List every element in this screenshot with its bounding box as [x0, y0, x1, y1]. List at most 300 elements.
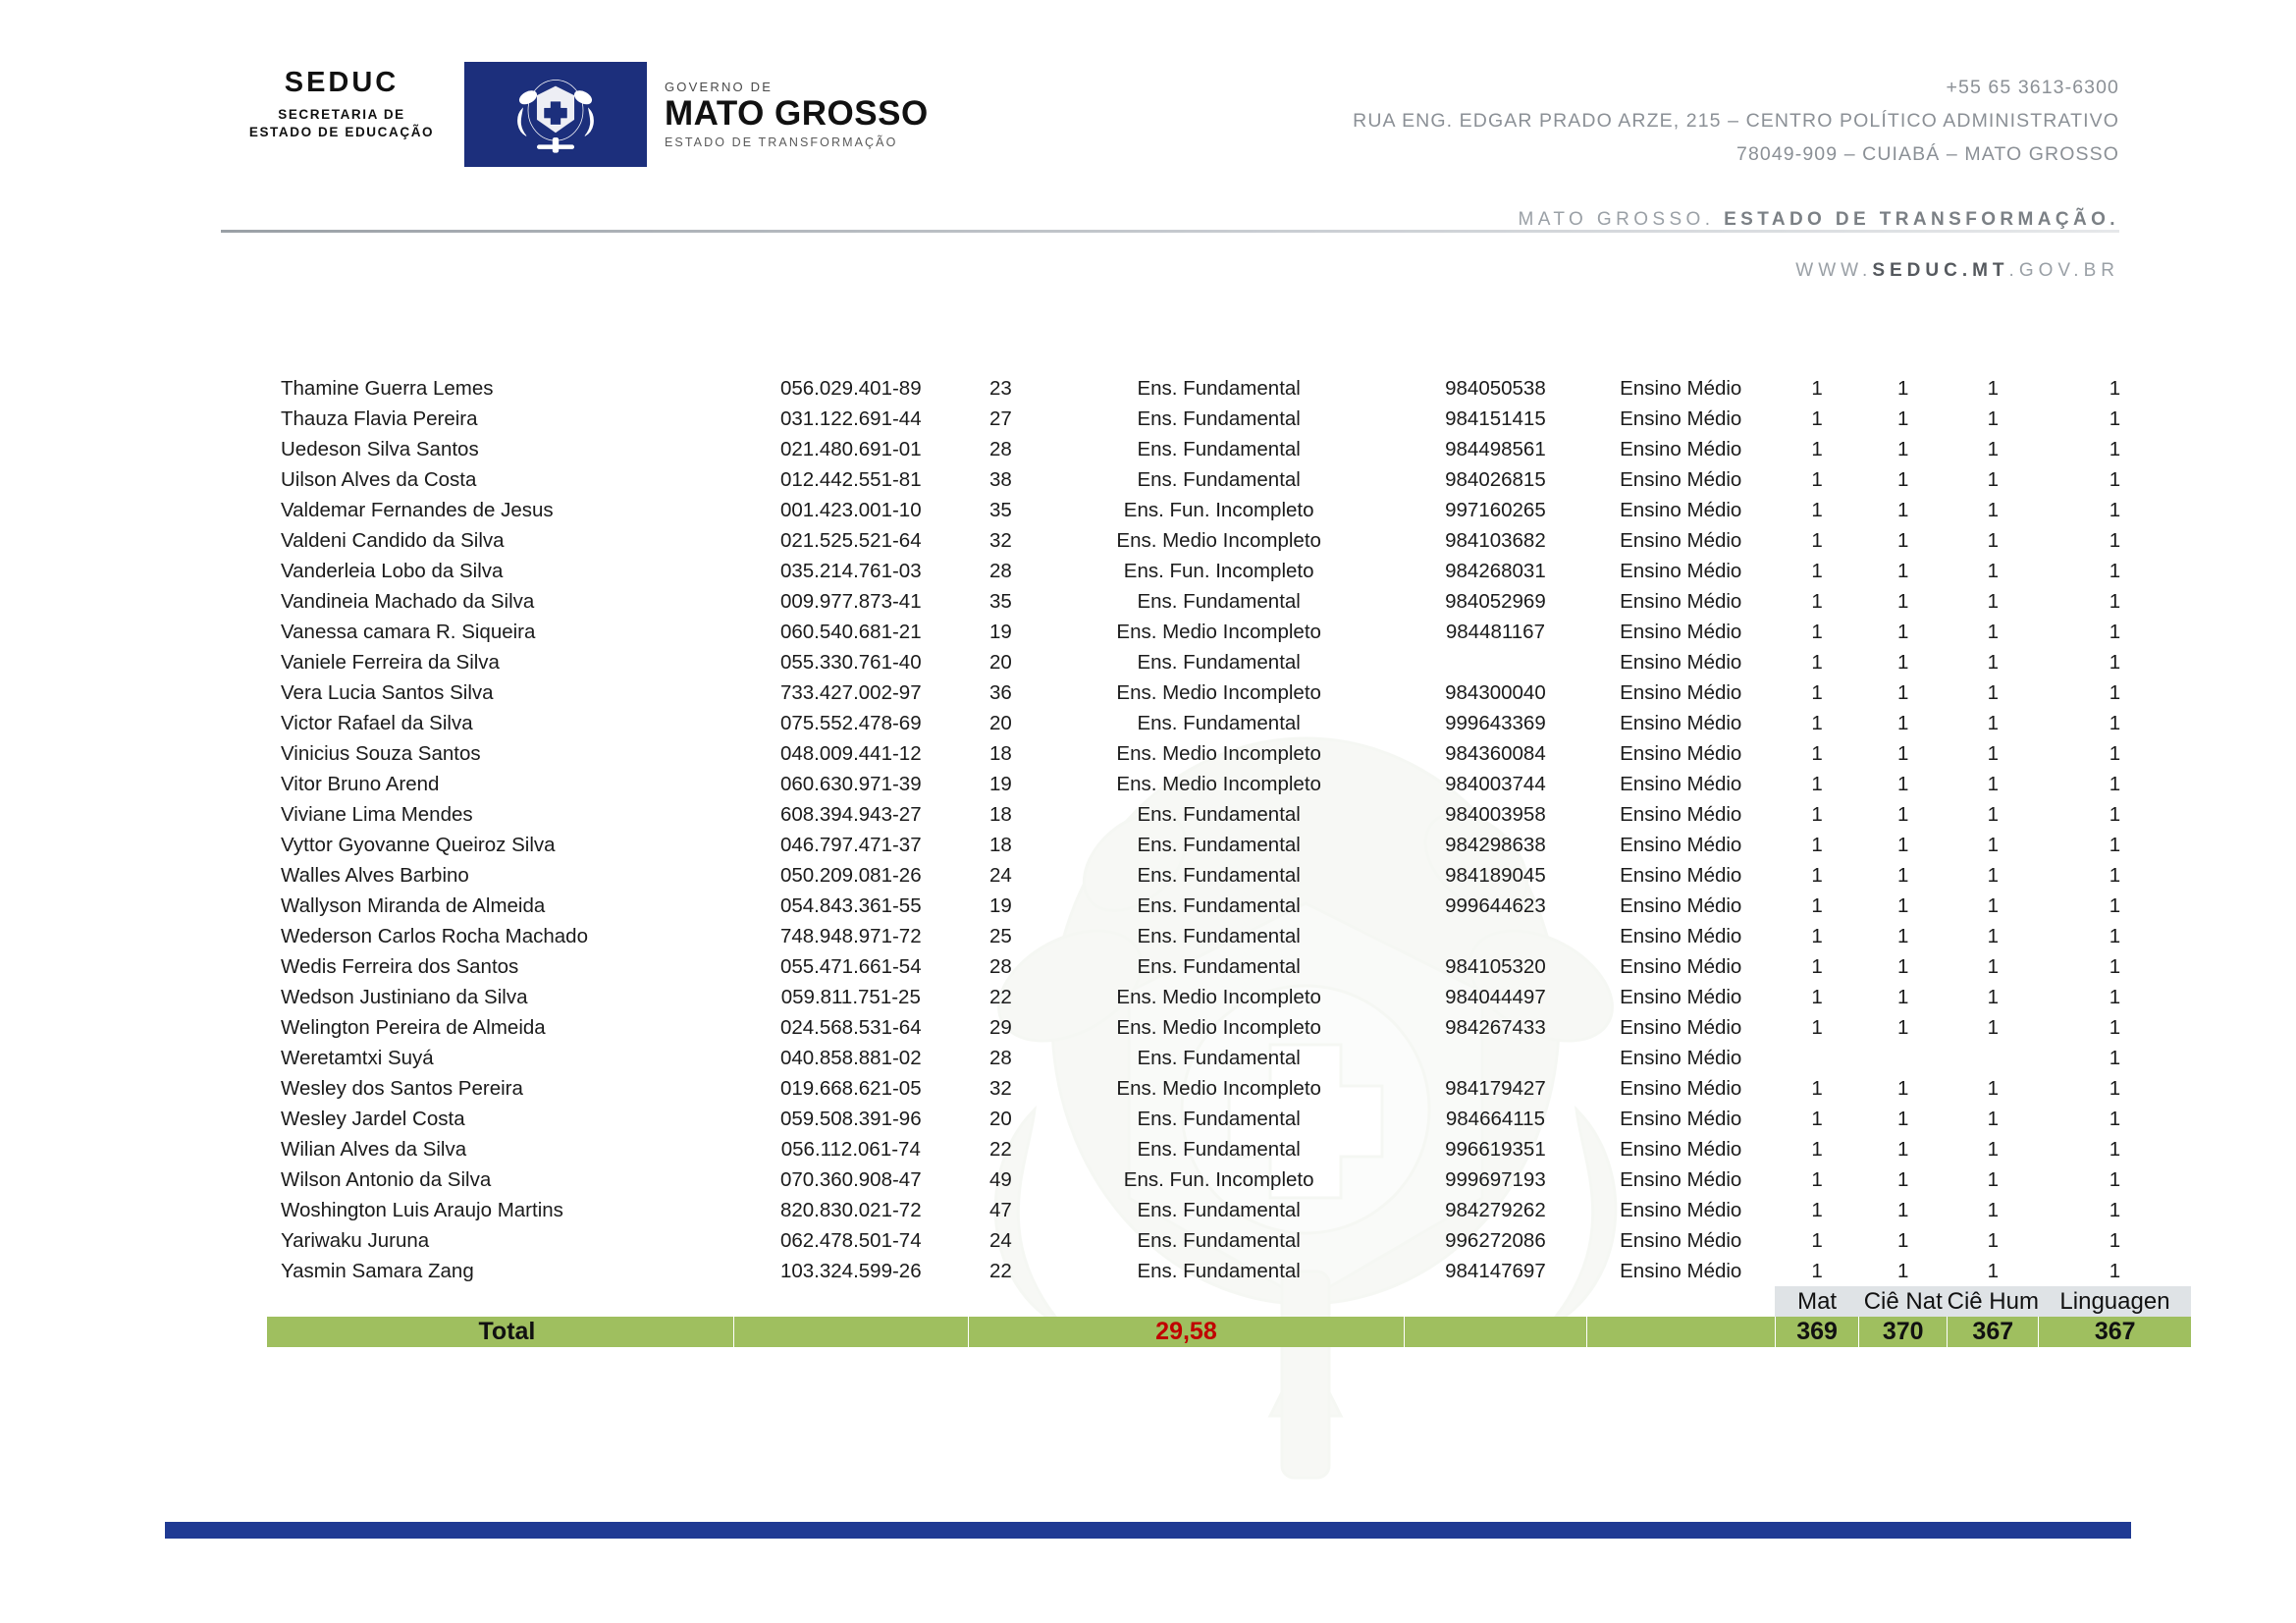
student-phone: 984050538 [1445, 377, 1546, 400]
student-name: Vera Lucia Santos Silva [281, 681, 494, 704]
student-target-course: Ensino Médio [1620, 1229, 1742, 1252]
score-linguagem: 1 [2109, 955, 2121, 978]
student-name: Vitor Bruno Arend [281, 773, 440, 795]
student-name: Vanessa camara R. Siqueira [281, 621, 536, 643]
student-name: Welington Pereira de Almeida [281, 1016, 546, 1039]
student-age: 28 [988, 955, 1012, 978]
student-target-course: Ensino Médio [1620, 590, 1742, 613]
government-logo-block [464, 62, 929, 167]
student-name: Wesley dos Santos Pereira [281, 1077, 523, 1100]
score-cienat: 1 [1897, 468, 1909, 491]
table-row [267, 799, 2191, 830]
student-phone: 984498561 [1445, 438, 1546, 460]
student-age: 28 [988, 438, 1012, 460]
student-age: 18 [988, 803, 1012, 826]
student-phone: 984044497 [1445, 986, 1546, 1008]
student-target-course: Ensino Médio [1620, 621, 1742, 643]
score-mat: 1 [1811, 1016, 1823, 1039]
score-linguagem: 1 [2109, 1047, 2121, 1069]
score-linguagem: 1 [2109, 986, 2121, 1008]
score-cienat: 1 [1897, 925, 1909, 947]
student-age: 19 [988, 894, 1012, 917]
student-target-course: Ensino Médio [1620, 864, 1742, 887]
score-mat: 1 [1811, 590, 1823, 613]
student-name: Weretamtxi Suyá [281, 1047, 434, 1069]
score-ciehum: 1 [1987, 407, 1999, 430]
score-ciehum: 1 [1987, 803, 1999, 826]
student-phone: 984268031 [1445, 560, 1546, 582]
table-row [267, 951, 2191, 982]
score-ciehum: 1 [1987, 590, 1999, 613]
student-target-course: Ensino Médio [1620, 681, 1742, 704]
student-education-level: Ens. Medio Incompleto [1116, 742, 1321, 765]
score-mat [1775, 1043, 1859, 1073]
student-name: Wedson Justiniano da Silva [281, 986, 528, 1008]
student-phone: 984189045 [1445, 864, 1546, 887]
student-phone: 984105320 [1445, 955, 1546, 978]
student-age: 22 [988, 1138, 1012, 1161]
score-linguagem: 1 [2109, 773, 2121, 795]
student-target-course: Ensino Médio [1620, 712, 1742, 734]
score-ciehum: 1 [1987, 1108, 1999, 1130]
roster-table-container [267, 373, 2191, 1347]
student-target-course: Ensino Médio [1620, 1077, 1742, 1100]
table-row [267, 891, 2191, 921]
student-phone: 984300040 [1445, 681, 1546, 704]
score-cienat: 1 [1897, 803, 1909, 826]
score-mat: 1 [1811, 1138, 1823, 1161]
student-phone: 984052969 [1445, 590, 1546, 613]
student-cpf: 733.427.002-97 [779, 681, 922, 704]
score-ciehum: 1 [1987, 925, 1999, 947]
score-cienat: 1 [1897, 955, 1909, 978]
website-suffix: .GOV.BR [2008, 260, 2119, 281]
spacer-cell [968, 1286, 1033, 1317]
score-cienat: 1 [1897, 529, 1909, 552]
student-cpf: 059.811.751-25 [780, 986, 921, 1008]
student-age: 19 [988, 773, 1012, 795]
header-divider [221, 230, 2119, 233]
student-age: 24 [988, 1229, 1012, 1252]
student-target-course: Ensino Médio [1620, 1047, 1742, 1069]
score-ciehum: 1 [1987, 712, 1999, 734]
score-linguagem: 1 [2109, 894, 2121, 917]
student-age: 25 [988, 925, 1012, 947]
student-education-level: Ens. Fundamental [1137, 1229, 1301, 1252]
score-ciehum: 1 [1987, 529, 1999, 552]
score-linguagem: 1 [2109, 377, 2121, 400]
table-row [267, 647, 2191, 677]
student-target-course: Ensino Médio [1620, 986, 1742, 1008]
student-target-course: Ensino Médio [1620, 1108, 1742, 1130]
score-mat: 1 [1811, 742, 1823, 765]
score-ciehum: 1 [1987, 955, 1999, 978]
student-name: Victor Rafael da Silva [281, 712, 473, 734]
document-header [0, 0, 2296, 295]
student-name: Vyttor Gyovanne Queiroz Silva [281, 834, 556, 856]
student-age: 35 [988, 499, 1012, 521]
score-ciehum: 1 [1987, 621, 1999, 643]
score-mat: 1 [1811, 925, 1823, 947]
student-phone: 999644623 [1445, 894, 1546, 917]
student-education-level: Ens. Fundamental [1137, 834, 1301, 856]
score-cienat: 1 [1897, 834, 1909, 856]
score-cienat: 1 [1897, 681, 1909, 704]
student-name: Woshington Luis Araujo Martins [281, 1199, 563, 1221]
score-ciehum: 1 [1987, 742, 1999, 765]
student-phone [1405, 1043, 1586, 1073]
student-education-level: Ens. Medio Incompleto [1116, 529, 1321, 552]
score-linguagem: 1 [2109, 803, 2121, 826]
student-target-course: Ensino Médio [1620, 925, 1742, 947]
contact-info [1353, 71, 2119, 171]
student-target-course: Ensino Médio [1620, 529, 1742, 552]
score-mat: 1 [1811, 864, 1823, 887]
score-cienat: 1 [1897, 1199, 1909, 1221]
score-mat: 1 [1811, 407, 1823, 430]
student-target-course: Ensino Médio [1620, 742, 1742, 765]
table-row [267, 373, 2191, 404]
table-row [267, 1164, 2191, 1195]
score-mat: 1 [1811, 499, 1823, 521]
score-ciehum: 1 [1987, 986, 1999, 1008]
score-linguagem: 1 [2109, 1108, 2121, 1130]
score-cienat: 1 [1897, 438, 1909, 460]
student-cpf: 054.843.361-55 [779, 894, 922, 917]
student-phone: 984360084 [1445, 742, 1546, 765]
student-phone: 984003744 [1445, 773, 1546, 795]
total-blank-cpf [733, 1317, 968, 1347]
table-row [267, 617, 2191, 647]
student-age: 23 [988, 377, 1012, 400]
score-cienat: 1 [1897, 499, 1909, 521]
student-phone: 984298638 [1445, 834, 1546, 856]
seduc-logo [234, 67, 450, 139]
student-phone [1405, 647, 1586, 677]
score-cienat: 1 [1897, 1016, 1909, 1039]
spacer-cell [1034, 1286, 1405, 1317]
student-education-level: Ens. Fun. Incompleto [1123, 499, 1314, 521]
student-cpf: 035.214.761-03 [779, 560, 922, 582]
student-age: 36 [988, 681, 1012, 704]
table-row [267, 1104, 2191, 1134]
score-ciehum: 1 [1987, 1260, 1999, 1282]
student-cpf: 012.442.551-81 [779, 468, 922, 491]
student-target-course: Ensino Médio [1620, 377, 1742, 400]
score-linguagem: 1 [2109, 712, 2121, 734]
student-cpf: 060.630.971-39 [779, 773, 922, 795]
student-education-level: Ens. Fun. Incompleto [1123, 560, 1314, 582]
student-age: 32 [988, 529, 1012, 552]
total-row [267, 1317, 2191, 1347]
score-ciehum: 1 [1987, 377, 1999, 400]
student-target-course: Ensino Médio [1620, 499, 1742, 521]
student-target-course: Ensino Médio [1620, 773, 1742, 795]
score-ciehum: 1 [1987, 1077, 1999, 1100]
website-domain: SEDUC.MT [1872, 260, 2009, 281]
table-row [267, 1256, 2191, 1286]
student-cpf: 050.209.081-26 [779, 864, 922, 887]
score-mat: 1 [1811, 529, 1823, 552]
score-mat: 1 [1811, 468, 1823, 491]
table-row [267, 495, 2191, 525]
student-education-level: Ens. Fundamental [1137, 894, 1301, 917]
student-cpf: 103.324.599-26 [779, 1260, 922, 1282]
table-row [267, 556, 2191, 586]
student-age: 49 [988, 1168, 1012, 1191]
student-phone: 999697193 [1445, 1168, 1546, 1191]
student-target-course: Ensino Médio [1620, 803, 1742, 826]
score-mat: 1 [1811, 1199, 1823, 1221]
score-mat: 1 [1811, 986, 1823, 1008]
student-age: 20 [988, 1108, 1012, 1130]
table-row [267, 982, 2191, 1012]
student-name: Vandineia Machado da Silva [281, 590, 535, 613]
score-linguagem: 1 [2109, 438, 2121, 460]
spacer-cell [733, 1286, 968, 1317]
score-cienat: 1 [1897, 1138, 1909, 1161]
subject-header-row [267, 1286, 2191, 1317]
student-cpf: 820.830.021-72 [779, 1199, 922, 1221]
student-name: Vaniele Ferreira da Silva [281, 651, 500, 674]
score-ciehum: 1 [1987, 773, 1999, 795]
score-linguagem: 1 [2109, 499, 2121, 521]
student-phone: 984481167 [1445, 621, 1545, 643]
score-cienat: 1 [1897, 1077, 1909, 1100]
student-name: Walles Alves Barbino [281, 864, 469, 887]
score-mat: 1 [1811, 955, 1823, 978]
student-cpf: 055.330.761-40 [779, 651, 922, 674]
score-ciehum: 1 [1987, 438, 1999, 460]
coat-of-arms-icon [464, 62, 647, 167]
student-education-level: Ens. Fundamental [1137, 803, 1301, 826]
score-mat: 1 [1811, 1168, 1823, 1191]
score-linguagem: 1 [2109, 834, 2121, 856]
table-row [267, 738, 2191, 769]
student-age: 38 [988, 468, 1012, 491]
score-mat: 1 [1811, 712, 1823, 734]
total-blank-course [1586, 1317, 1775, 1347]
table-row [267, 860, 2191, 891]
seduc-subtitle-2: ESTADO DE EDUCAÇÃO [248, 125, 435, 139]
score-cienat: 1 [1897, 712, 1909, 734]
score-cienat: 1 [1897, 560, 1909, 582]
student-name: Wederson Carlos Rocha Machado [281, 925, 588, 947]
score-linguagem: 1 [2109, 1199, 2121, 1221]
student-education-level: Ens. Fundamental [1137, 468, 1301, 491]
score-mat: 1 [1811, 1077, 1823, 1100]
spacer-cell [1586, 1286, 1775, 1317]
student-cpf: 056.112.061-74 [780, 1138, 921, 1161]
student-target-course: Ensino Médio [1620, 1016, 1742, 1039]
score-linguagem: 1 [2109, 1229, 2121, 1252]
student-education-level: Ens. Fundamental [1137, 712, 1301, 734]
table-row [267, 921, 2191, 951]
score-mat: 1 [1811, 621, 1823, 643]
student-cpf: 021.525.521-64 [779, 529, 922, 552]
table-row [267, 1195, 2191, 1225]
table-row [267, 1073, 2191, 1104]
student-phone: 997160265 [1445, 499, 1546, 521]
student-education-level: Ens. Fundamental [1137, 377, 1301, 400]
table-row [267, 708, 2191, 738]
student-name: Vinicius Souza Santos [281, 742, 481, 765]
score-mat: 1 [1811, 894, 1823, 917]
seduc-subtitle-1: SECRETARIA DE [278, 107, 405, 122]
roster-table-body [267, 373, 2191, 1347]
student-education-level: Ens. Fundamental [1137, 864, 1301, 887]
subject-header-3: Linguagen [2039, 1286, 2191, 1317]
total-subject-3: 367 [2039, 1317, 2191, 1347]
student-age: 35 [988, 590, 1012, 613]
student-education-level: Ens. Fundamental [1137, 438, 1301, 460]
student-name: Wilian Alves da Silva [281, 1138, 467, 1161]
student-education-level: Ens. Medio Incompleto [1116, 773, 1321, 795]
contact-phone: +55 65 3613-6300 [1946, 77, 2119, 98]
score-cienat [1859, 1043, 1948, 1073]
student-target-course: Ensino Médio [1620, 1168, 1742, 1191]
gov-state-name: MATO GROSSO [665, 94, 929, 134]
score-mat: 1 [1811, 377, 1823, 400]
student-phone [1405, 921, 1586, 951]
student-cpf: 009.977.873-41 [779, 590, 922, 613]
student-education-level: Ens. Fundamental [1137, 955, 1301, 978]
score-cienat: 1 [1897, 1260, 1909, 1282]
student-target-course: Ensino Médio [1620, 468, 1742, 491]
score-ciehum: 1 [1987, 834, 1999, 856]
table-row [267, 1225, 2191, 1256]
student-target-course: Ensino Médio [1620, 407, 1742, 430]
student-name: Thauza Flavia Pereira [281, 407, 478, 430]
student-cpf: 748.948.971-72 [779, 925, 922, 947]
student-target-course: Ensino Médio [1620, 651, 1742, 674]
score-cienat: 1 [1897, 1229, 1909, 1252]
score-linguagem: 1 [2109, 590, 2121, 613]
student-education-level: Ens. Medio Incompleto [1116, 1016, 1321, 1039]
score-cienat: 1 [1897, 894, 1909, 917]
student-education-level: Ens. Fundamental [1137, 1138, 1301, 1161]
table-row [267, 404, 2191, 434]
student-age: 20 [988, 712, 1012, 734]
table-row [267, 830, 2191, 860]
subject-header-1: Ciê Nat [1859, 1286, 1948, 1317]
score-linguagem: 1 [2109, 407, 2121, 430]
subject-header-2: Ciê Hum [1947, 1288, 2039, 1315]
score-cienat: 1 [1897, 651, 1909, 674]
student-phone: 984279262 [1445, 1199, 1546, 1221]
table-row [267, 769, 2191, 799]
student-cpf: 021.480.691-01 [779, 438, 922, 460]
score-ciehum: 1 [1987, 560, 1999, 582]
subject-header-0: Mat [1775, 1286, 1859, 1317]
total-blank-phone [1405, 1317, 1586, 1347]
student-education-level: Ens. Fundamental [1137, 590, 1301, 613]
student-cpf: 062.478.501-74 [779, 1229, 922, 1252]
student-age: 29 [988, 1016, 1012, 1039]
student-name: Thamine Guerra Lemes [281, 377, 494, 400]
student-phone: 984151415 [1445, 407, 1546, 430]
student-age: 22 [988, 1260, 1012, 1282]
score-mat: 1 [1811, 681, 1823, 704]
student-education-level: Ens. Fundamental [1137, 1260, 1301, 1282]
score-linguagem: 1 [2109, 925, 2121, 947]
gov-slogan: ESTADO DE TRANSFORMAÇÃO [665, 135, 898, 149]
table-row [267, 525, 2191, 556]
gov-prefix: GOVERNO DE [665, 80, 774, 95]
student-phone: 984103682 [1445, 529, 1546, 552]
score-linguagem: 1 [2109, 1016, 2121, 1039]
table-row [267, 464, 2191, 495]
score-linguagem: 1 [2109, 742, 2121, 765]
score-mat: 1 [1811, 834, 1823, 856]
student-name: Uilson Alves da Costa [281, 468, 477, 491]
student-education-level: Ens. Fundamental [1137, 925, 1301, 947]
student-age: 24 [988, 864, 1012, 887]
student-education-level: Ens. Medio Incompleto [1116, 681, 1321, 704]
score-linguagem: 1 [2109, 681, 2121, 704]
tagline-plain: MATO GROSSO. [1518, 209, 1715, 230]
student-education-level: Ens. Fundamental [1137, 1199, 1301, 1221]
score-cienat: 1 [1897, 407, 1909, 430]
student-phone: 984147697 [1445, 1260, 1546, 1282]
student-phone: 984026815 [1445, 468, 1546, 491]
score-mat: 1 [1811, 560, 1823, 582]
score-linguagem: 1 [2109, 1260, 2121, 1282]
student-target-course: Ensino Médio [1620, 834, 1742, 856]
student-name: Vanderleia Lobo da Silva [281, 560, 504, 582]
table-row [267, 1043, 2191, 1073]
score-linguagem: 1 [2109, 529, 2121, 552]
score-ciehum: 1 [1987, 864, 1999, 887]
score-linguagem: 1 [2109, 1077, 2121, 1100]
score-mat: 1 [1811, 773, 1823, 795]
score-ciehum: 1 [1987, 1168, 1999, 1191]
student-age: 18 [988, 742, 1012, 765]
student-target-course: Ensino Médio [1620, 894, 1742, 917]
student-target-course: Ensino Médio [1620, 438, 1742, 460]
student-name: Viviane Lima Mendes [281, 803, 473, 826]
student-name: Wallyson Miranda de Almeida [281, 894, 546, 917]
tagline-bold: ESTADO DE TRANSFORMAÇÃO. [1724, 209, 2119, 230]
table-row [267, 586, 2191, 617]
seduc-name: SEDUC [284, 67, 400, 98]
score-ciehum: 1 [1987, 1138, 1999, 1161]
student-cpf: 046.797.471-37 [779, 834, 922, 856]
student-age: 18 [988, 834, 1012, 856]
header-website [1795, 260, 2119, 282]
score-ciehum [1948, 1043, 2039, 1073]
student-name: Valdemar Fernandes de Jesus [281, 499, 554, 521]
score-ciehum: 1 [1987, 1016, 1999, 1039]
student-age: 32 [988, 1077, 1012, 1100]
table-row [267, 1134, 2191, 1164]
score-mat: 1 [1811, 1229, 1823, 1252]
student-cpf: 060.540.681-21 [779, 621, 922, 643]
student-phone: 984664115 [1445, 1108, 1545, 1130]
student-cpf: 059.508.391-96 [779, 1108, 922, 1130]
student-education-level: Ens. Fun. Incompleto [1123, 1168, 1314, 1191]
student-target-course: Ensino Médio [1620, 1260, 1742, 1282]
total-subject-1: 370 [1859, 1317, 1948, 1347]
score-cienat: 1 [1897, 986, 1909, 1008]
contact-address: RUA ENG. EDGAR PRADO ARZE, 215 – CENTRO POLÍTICO ADMINISTRATIVO [1353, 110, 2119, 133]
student-name: Wedis Ferreira dos Santos [281, 955, 519, 978]
student-cpf: 608.394.943-27 [779, 803, 922, 826]
student-phone: 996619351 [1445, 1138, 1546, 1161]
student-cpf: 024.568.531-64 [779, 1016, 922, 1039]
score-linguagem: 1 [2109, 651, 2121, 674]
table-row [267, 677, 2191, 708]
